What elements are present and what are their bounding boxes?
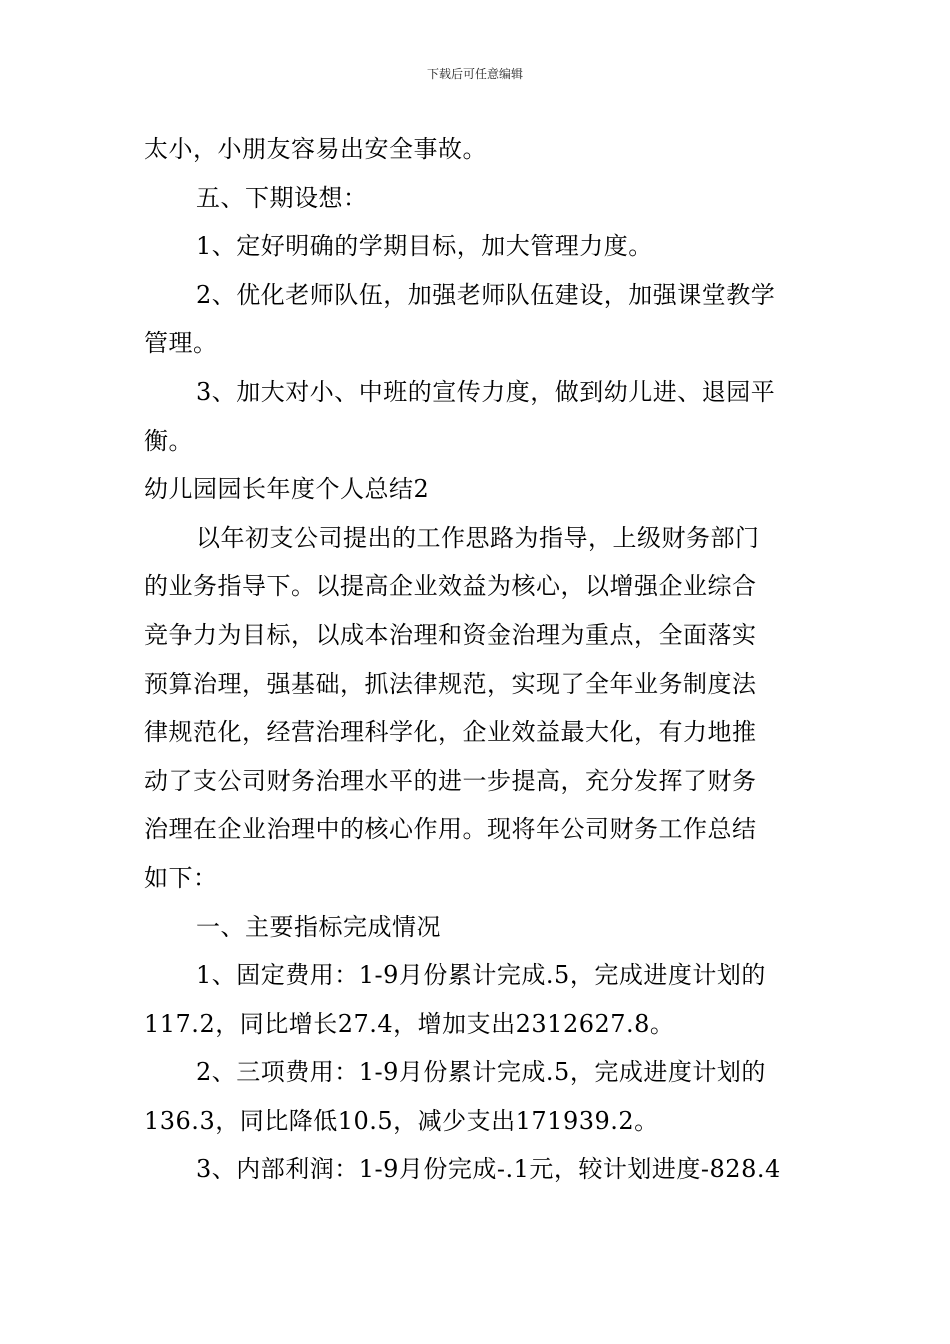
page-header-note: 下载后可任意编辑 — [426, 67, 523, 81]
section-heading-main-indicators: 一、主要指标完成情况 — [196, 912, 441, 941]
body-line: 律规范化，经营治理科学化，企业效益最大化，有力地推 — [144, 718, 757, 747]
body-line: 3、内部利润：1-9月份完成-.1元，较计划进度-828.4 — [196, 1155, 781, 1184]
body-line: 管理。 — [144, 329, 218, 358]
body-line: 117.2，同比增长27.4，增加支出2312627.8。 — [144, 1009, 675, 1038]
body-line: 1、固定费用：1-9月份累计完成.5，完成进度计划的 — [196, 961, 766, 990]
body-line: 136.3，同比降低10.5，减少支出171939.2。 — [144, 1106, 659, 1135]
body-line: 太小，小朋友容易出安全事故。 — [144, 135, 487, 163]
body-line: 衡。 — [144, 426, 193, 455]
body-line: 3、加大对小、中班的宣传力度，做到幼儿进、退园平 — [196, 377, 776, 406]
body-line: 2、优化老师队伍，加强老师队伍建设，加强课堂教学 — [196, 280, 776, 309]
body-line: 1、定好明确的学期目标，加大管理力度。 — [196, 232, 653, 261]
body-line: 预算治理，强基础，抓法律规范，实现了全年业务制度法 — [144, 669, 757, 698]
body-line: 2、三项费用：1-9月份累计完成.5，完成进度计划的 — [196, 1058, 766, 1087]
section-heading-next-plan: 五、下期设想： — [196, 183, 368, 212]
document-title-2: 幼儿园园长年度个人总结2 — [144, 475, 430, 504]
body-line: 治理在企业治理中的核心作用。现将年公司财务工作总结 — [144, 815, 757, 844]
body-line: 竞争力为目标，以成本治理和资金治理为重点，全面落实 — [144, 620, 757, 649]
body-line: 如下： — [144, 863, 218, 892]
body-line: 动了支公司财务治理水平的进一步提高，充分发挥了财务 — [144, 766, 757, 795]
body-line: 的业务指导下。以提高企业效益为核心，以增强企业综合 — [144, 572, 757, 601]
document-body — [144, 125, 808, 1194]
body-line: 以年初支公司提出的工作思路为指导，上级财务部门 — [196, 523, 760, 552]
